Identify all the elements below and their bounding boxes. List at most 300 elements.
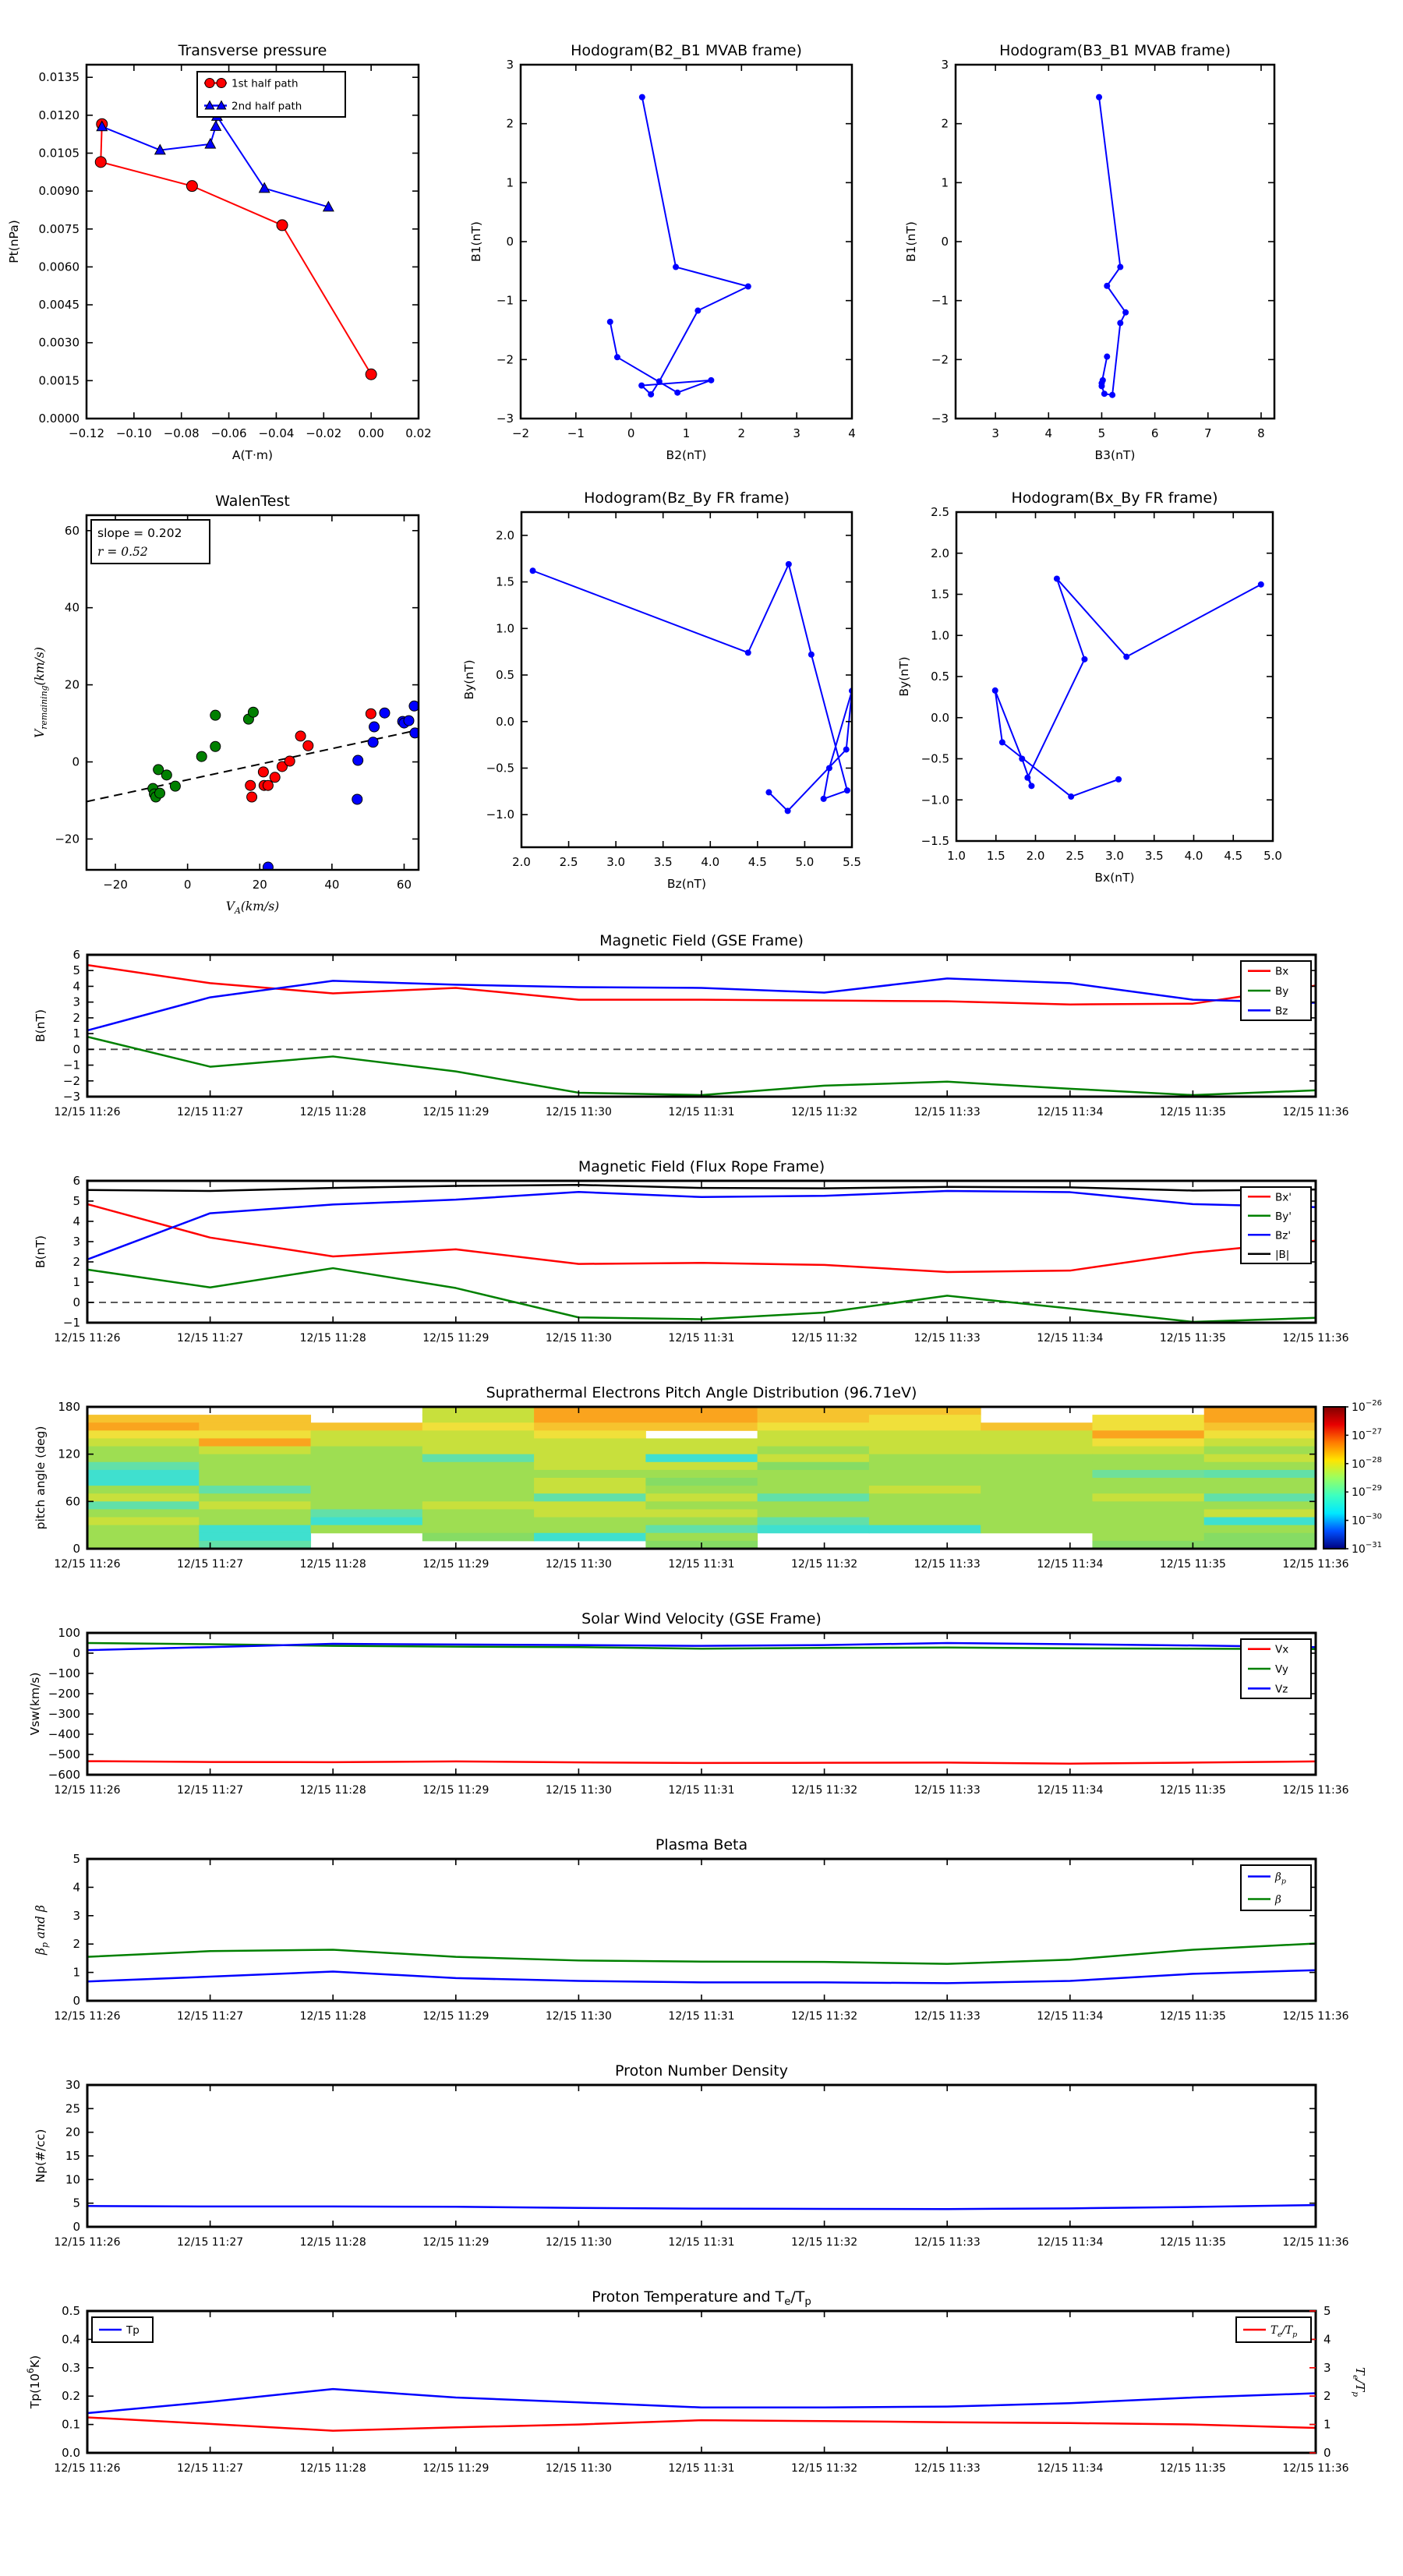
point-marker (607, 319, 613, 325)
heatmap-cell (534, 1430, 646, 1439)
heatmap-cell (1204, 1447, 1316, 1455)
point-marker (992, 687, 998, 694)
heatmap-cell (981, 1478, 1093, 1486)
y-tick-label: −300 (48, 1707, 80, 1721)
heatmap-cell (199, 1415, 311, 1423)
x-axis (512, 512, 861, 869)
heatmap-cell (311, 1478, 423, 1486)
x-tick-label: 12/15 11:28 (299, 1558, 366, 1571)
series-group (87, 701, 420, 872)
x-tick-label: 12/15 11:29 (422, 2462, 489, 2475)
x-tick-label: 12/15 11:33 (914, 1558, 981, 1571)
y-tick-label: −2 (931, 352, 949, 367)
panel-beta (34, 1836, 1349, 2023)
point-marker (205, 79, 214, 88)
y-axis-label: Pt(nPa) (7, 220, 21, 263)
y-tick-label: 0.5 (496, 668, 514, 683)
series-Bz-By path-markers (530, 561, 855, 814)
x-tick-label: 7 (1204, 426, 1212, 440)
heatmap-cell (645, 1478, 758, 1486)
heatmap-cell (758, 1447, 870, 1455)
point-marker (614, 354, 620, 360)
x-tick-label: −1 (567, 426, 585, 440)
panel-title: Hodogram(Bz_By FR frame) (584, 489, 790, 507)
y-tick-label: 1 (72, 1965, 80, 1980)
heatmap-cell (199, 1462, 311, 1471)
heatmap-cell (422, 1486, 535, 1494)
x-axis (69, 65, 432, 440)
x-tick-label: 12/15 11:36 (1282, 1332, 1349, 1345)
y-tick-label: −1.0 (921, 793, 949, 807)
panel-title: WalenTest (215, 493, 290, 510)
y-axis-label: $Tp(10^6K)$ (26, 2355, 42, 2409)
x-tick-label: −0.06 (210, 426, 247, 440)
heatmap-cell (199, 1422, 311, 1431)
x-tick-label: 12/15 11:31 (668, 1558, 735, 1571)
point-marker (246, 780, 256, 790)
y-tick-label: 1.5 (496, 574, 514, 589)
y-tick-label: 2 (941, 116, 949, 131)
point-marker (1115, 776, 1122, 783)
x-tick-label: 12/15 11:34 (1037, 1784, 1104, 1797)
x-tick-label: 12/15 11:32 (791, 1106, 858, 1118)
legend-item-label: By' (1275, 1210, 1292, 1223)
heatmap-cell (1204, 1533, 1316, 1542)
x-tick-label: 12/15 11:27 (177, 2236, 244, 2249)
heatmap-cell (422, 1454, 535, 1463)
series-group (87, 1643, 1316, 1764)
x-tick-label: 12/15 11:30 (545, 1784, 612, 1797)
legend (92, 2317, 153, 2342)
legend-item-label: By (1275, 985, 1289, 998)
heatmap-cell (981, 1486, 1093, 1494)
heatmap-cell (311, 1454, 423, 1463)
x-axis-label: A(T·m) (231, 448, 274, 462)
triangle-marker (260, 183, 270, 193)
panel-title: Hodogram(B3_B1 MVAB frame) (999, 42, 1231, 59)
point-marker (844, 787, 850, 793)
colorbar-tick-label: $10^{-28}$ (1352, 1455, 1383, 1471)
plot-frame (87, 1633, 1316, 1775)
heatmap-cell (199, 1493, 311, 1502)
x-tick-label: −0.10 (115, 426, 152, 440)
panel-title: Proton Number Density (615, 2062, 788, 2080)
x-tick-label: 12/15 11:27 (177, 2462, 244, 2475)
point-marker (258, 767, 268, 777)
series-Tp-line (87, 2389, 1316, 2413)
point-marker (765, 790, 772, 796)
heatmap-cell (1092, 1415, 1204, 1423)
x-axis (991, 65, 1264, 440)
point-marker (277, 220, 288, 231)
legend (1241, 961, 1311, 1020)
x-tick-label: 1 (682, 426, 691, 440)
y-tick-label: 0.0000 (38, 412, 80, 426)
heatmap-cell (422, 1422, 535, 1431)
x-tick-label: 12/15 11:28 (299, 2236, 366, 2249)
legend-item-label: Vy (1275, 1663, 1288, 1676)
colorbar-tick-label: $10^{-27}$ (1352, 1427, 1383, 1443)
x-tick-label: −2 (511, 426, 530, 440)
x-tick-label: 12/15 11:30 (545, 2010, 612, 2023)
legend-item-label: β (1275, 1893, 1281, 1906)
x-tick-label: 12/15 11:34 (1037, 2236, 1104, 2249)
y-tick-label: 0.5 (931, 670, 949, 684)
y-axis-label: B(nT) (34, 1009, 48, 1043)
y-tick-label: 0 (72, 1042, 80, 1057)
point-marker (694, 308, 701, 314)
x-tick-label: 12/15 11:32 (791, 1558, 858, 1571)
point-marker (1028, 783, 1034, 789)
point-marker (656, 378, 663, 384)
heatmap-cell (87, 1415, 200, 1423)
x-tick-label: 12/15 11:32 (791, 2236, 858, 2249)
x-tick-label: 12/15 11:31 (668, 2462, 735, 2475)
point-marker (745, 649, 751, 655)
plot-frame (87, 2311, 1316, 2453)
heatmap-cell (422, 1525, 535, 1534)
series-B3-B1 path-markers (1096, 94, 1129, 398)
x-tick-label: 3.0 (1105, 849, 1124, 863)
heatmap-cell (534, 1438, 646, 1447)
right-y-tick-label: 3 (1323, 2360, 1331, 2375)
point-marker (1081, 656, 1087, 663)
heatmap-cell (645, 1525, 758, 1534)
heatmap-cell (1204, 1525, 1316, 1534)
y-tick-label: 2 (72, 1255, 80, 1269)
heatmap-cell (869, 1415, 981, 1423)
series-group (87, 1185, 1316, 1322)
point-marker (708, 377, 714, 383)
heatmap-cell (534, 1493, 646, 1502)
series-group (87, 2205, 1316, 2209)
series-By'-line (87, 1268, 1316, 1322)
x-tick-label: 12/15 11:33 (914, 2462, 981, 2475)
point-marker (999, 739, 1005, 745)
y-tick-label: 1.5 (931, 587, 949, 602)
y-axis (72, 1852, 1316, 2008)
y-tick-label: 3 (941, 58, 949, 72)
x-tick-label: 12/15 11:36 (1282, 2010, 1349, 2023)
heatmap-cell (645, 1454, 758, 1463)
point-marker (1109, 392, 1115, 398)
point-marker (1117, 320, 1123, 326)
heatmap-cell (87, 1509, 200, 1518)
x-tick-label: 12/15 11:33 (914, 2236, 981, 2249)
heatmap-cell (645, 1422, 758, 1431)
y-tick-label: 0 (72, 1646, 80, 1660)
heatmap-cell (758, 1415, 870, 1423)
legend-item-label: $T_e/T_p$ (1270, 2324, 1298, 2339)
point-marker (95, 157, 106, 168)
y-tick-label: −1 (62, 1058, 80, 1072)
x-tick-label: 12/15 11:26 (54, 1784, 121, 1797)
x-axis (512, 65, 856, 440)
point-marker (843, 747, 850, 753)
y-tick-label: 5 (72, 963, 80, 978)
heatmap-cell (981, 1454, 1093, 1463)
heatmap-cell (1092, 1533, 1204, 1542)
heatmap-cell (534, 1407, 646, 1415)
heatmap-cell (199, 1518, 311, 1526)
right-y-tick-label: 2 (1323, 2389, 1331, 2404)
y-axis-label: Vsw(km/s) (28, 1672, 42, 1736)
point-marker (1104, 283, 1110, 289)
point-marker (196, 751, 207, 761)
plot-frame (87, 955, 1316, 1097)
y-tick-label: 2.5 (931, 505, 949, 519)
heatmap-cell (534, 1462, 646, 1471)
x-axis-label: Bz(nT) (666, 877, 707, 891)
heatmap-cell (1204, 1501, 1316, 1510)
heatmap-cell (645, 1470, 758, 1479)
x-tick-label: −0.12 (69, 426, 104, 440)
x-tick-label: 3.0 (606, 855, 626, 869)
heatmap-cell (534, 1447, 646, 1455)
triangle-marker (210, 121, 221, 130)
heatmap-cell (1092, 1525, 1204, 1534)
point-marker (530, 567, 536, 574)
x-tick-label: 20 (252, 878, 267, 892)
y-tick-label: 0.0045 (38, 298, 80, 313)
point-marker (270, 772, 280, 783)
heatmap-cell (87, 1478, 200, 1486)
x-tick-label: 5.0 (795, 855, 815, 869)
heatmap-cell (758, 1478, 870, 1486)
heatmap-cell (1092, 1462, 1204, 1471)
point-marker (1068, 793, 1074, 800)
right-y-tick-label: 4 (1323, 2332, 1331, 2347)
heatmap-cell (869, 1486, 981, 1494)
heatmap-cell (311, 1430, 423, 1439)
x-tick-label: 3.5 (653, 855, 673, 869)
heatmap-cell (981, 1501, 1093, 1510)
x-tick-label: 12/15 11:34 (1037, 2462, 1104, 2475)
heatmap-cell (422, 1533, 535, 1542)
x-tick-label: 12/15 11:30 (545, 2462, 612, 2475)
x-tick-label: 12/15 11:31 (668, 2236, 735, 2249)
heatmap-cell (981, 1509, 1093, 1518)
heatmap-cell (311, 1509, 423, 1518)
heatmap-cell (981, 1438, 1093, 1447)
heatmap-cell (758, 1462, 870, 1471)
heatmap-cell (869, 1509, 981, 1518)
series-Bx'-line (87, 1204, 1316, 1272)
x-tick-label: 12/15 11:30 (545, 1558, 612, 1571)
y-tick-label: 60 (64, 523, 80, 538)
heatmap-cell (311, 1470, 423, 1479)
y-axis-label: By(nT) (897, 656, 911, 697)
panel-b-gse (34, 932, 1349, 1118)
plot-frame (87, 65, 419, 419)
panel-pad (34, 1384, 1382, 1571)
y-axis-label: B1(nT) (469, 221, 483, 262)
y-tick-label: −3 (496, 412, 514, 426)
y-tick-label: −1 (62, 1316, 80, 1330)
series-1st half path-markers (95, 118, 376, 380)
colorbar-tick-label: $10^{-29}$ (1352, 1484, 1383, 1500)
x-tick-label: 12/15 11:34 (1037, 2010, 1104, 2023)
y-tick-label: 0 (72, 1994, 80, 2008)
heatmap-cell (422, 1447, 535, 1455)
y-tick-label: 4 (72, 1880, 80, 1895)
panel-np (34, 2062, 1349, 2249)
right-y-axis (1309, 2304, 1367, 2460)
x-tick-label: 5 (1097, 426, 1106, 440)
heatmap-cell (869, 1430, 981, 1439)
x-tick-label: 0.02 (405, 426, 432, 440)
legend-item-label: Tp (126, 2324, 140, 2337)
x-axis (54, 1633, 1348, 1797)
point-marker (674, 390, 680, 396)
x-tick-label: 12/15 11:35 (1159, 1784, 1226, 1797)
x-tick-label: 12/15 11:31 (668, 1332, 735, 1345)
x-tick-label: 5.5 (843, 855, 861, 869)
legend-item-label: 1st half path (231, 77, 299, 90)
point-marker (380, 708, 390, 718)
series-group (992, 575, 1264, 800)
point-marker (353, 755, 363, 765)
heatmap-cell (199, 1533, 311, 1542)
heatmap-cell (758, 1518, 870, 1526)
x-tick-label: 12/15 11:36 (1282, 1558, 1349, 1571)
x-axis-label: B3(nT) (1094, 448, 1136, 462)
heatmap-cell (422, 1478, 535, 1486)
y-tick-label: 1 (941, 175, 949, 190)
legend (197, 72, 345, 117)
heatmap-cell (869, 1525, 981, 1534)
point-marker (210, 741, 221, 751)
y-tick-label: 0.3 (62, 2360, 80, 2375)
y-tick-label: 1 (506, 175, 514, 190)
series-group (95, 111, 376, 380)
y-tick-label: 1 (72, 1275, 80, 1289)
point-marker (247, 792, 257, 802)
x-tick-label: 12/15 11:30 (545, 1332, 612, 1345)
y-axis-label: $V_{remaining}(km/s)$ (33, 647, 49, 738)
x-tick-label: 12/15 11:26 (54, 1332, 121, 1345)
x-tick-label: 12/15 11:36 (1282, 1106, 1349, 1118)
x-tick-label: 2 (737, 426, 746, 440)
y-tick-label: 0.1 (62, 2417, 80, 2432)
series-Bz-By path-line (533, 564, 852, 811)
point-marker (1123, 654, 1129, 660)
x-tick-label: 3.5 (1144, 849, 1164, 863)
legend (1241, 1639, 1311, 1698)
heatmap-cell (645, 1501, 758, 1510)
heatmap-cell (87, 1438, 200, 1447)
heatmap-cell (311, 1493, 423, 1502)
point-marker (826, 765, 832, 771)
y-tick-label: 6 (72, 948, 80, 962)
x-tick-label: 12/15 11:35 (1159, 1106, 1226, 1118)
heatmap-cell (422, 1462, 535, 1471)
y-tick-label: 1.0 (931, 628, 949, 643)
y-tick-label: 3 (72, 1908, 80, 1923)
x-tick-label: 12/15 11:30 (545, 2236, 612, 2249)
colorbar-tick-label: $10^{-26}$ (1352, 1399, 1383, 1414)
heatmap-cell (199, 1501, 311, 1510)
heatmap-cell (311, 1462, 423, 1471)
heatmap-cell (199, 1478, 311, 1486)
y-tick-label: 0.0 (62, 2446, 80, 2460)
x-tick-label: 12/15 11:35 (1159, 1558, 1226, 1571)
panel-hodogram-bxby (897, 489, 1282, 885)
heatmap-cell (1092, 1493, 1204, 1502)
x-tick-label: 12/15 11:29 (422, 1106, 489, 1118)
y-axis (921, 505, 1273, 848)
heatmap-cell (311, 1422, 423, 1431)
heatmap-cell (869, 1470, 981, 1479)
point-marker (284, 756, 295, 766)
heatmap-grid (87, 1407, 1316, 1549)
series-group (607, 94, 751, 398)
y-axis-label: By(nT) (462, 659, 476, 700)
heatmap-cell (311, 1501, 423, 1510)
heatmap-cell (1092, 1518, 1204, 1526)
heatmap-cell (758, 1470, 870, 1479)
y-tick-label: 0.0135 (38, 70, 80, 85)
y-tick-label: 40 (64, 600, 80, 615)
y-axis-label: $\beta_p$ and β (34, 1905, 50, 1955)
heatmap-cell (534, 1533, 646, 1542)
y-axis-label: B(nT) (34, 1235, 48, 1269)
y-tick-label: 6 (72, 1174, 80, 1188)
series-Np-line (87, 2205, 1316, 2209)
heatmap-cell (1204, 1478, 1316, 1486)
y-tick-label: 15 (65, 2149, 80, 2163)
heatmap-cell (758, 1501, 870, 1510)
heatmap-cell (645, 1518, 758, 1526)
y-tick-label: 100 (58, 1626, 80, 1640)
series-1st half path-line (101, 124, 371, 374)
heatmap-cell (869, 1454, 981, 1463)
y-tick-label: 25 (65, 2101, 80, 2116)
right-y-tick-label: 1 (1323, 2417, 1331, 2432)
point-marker (186, 181, 197, 192)
x-tick-label: 12/15 11:29 (422, 1784, 489, 1797)
y-tick-label: 2.0 (931, 546, 949, 560)
right-y-tick-label: 0 (1323, 2446, 1331, 2460)
x-axis (54, 1859, 1348, 2023)
series-beta_p-line (87, 1970, 1316, 1984)
y-axis-label: Np(#/cc) (34, 2129, 48, 2183)
panel-title: Proton Temperature and $T_e/T_p$ (592, 2288, 811, 2308)
y-tick-label: 3 (72, 1235, 80, 1249)
panel-title: Hodogram(B2_B1 MVAB frame) (571, 42, 802, 59)
heatmap-cell (87, 1422, 200, 1431)
x-tick-label: 12/15 11:35 (1159, 2236, 1226, 2249)
heatmap-cell (981, 1518, 1093, 1526)
y-axis (931, 58, 1274, 426)
series-group (1096, 94, 1129, 398)
x-tick-label: 0.00 (358, 426, 384, 440)
heatmap-cell (422, 1509, 535, 1518)
point-marker (263, 780, 273, 790)
x-tick-label: 12/15 11:28 (299, 1106, 366, 1118)
heatmap-cell (981, 1493, 1093, 1502)
x-axis (54, 2085, 1348, 2249)
heatmap-cell (1204, 1486, 1316, 1494)
y-tick-label: 0.0060 (38, 260, 80, 274)
point-marker (785, 807, 791, 814)
x-tick-label: 12/15 11:29 (422, 1558, 489, 1571)
right-y-axis-label: $T_e/T_p$ (1351, 2366, 1367, 2398)
y-tick-label: 1 (72, 1027, 80, 1041)
y-tick-label: 0.4 (62, 2332, 80, 2347)
heatmap-cell (1204, 1430, 1316, 1439)
heatmap-cell (87, 1533, 200, 1542)
